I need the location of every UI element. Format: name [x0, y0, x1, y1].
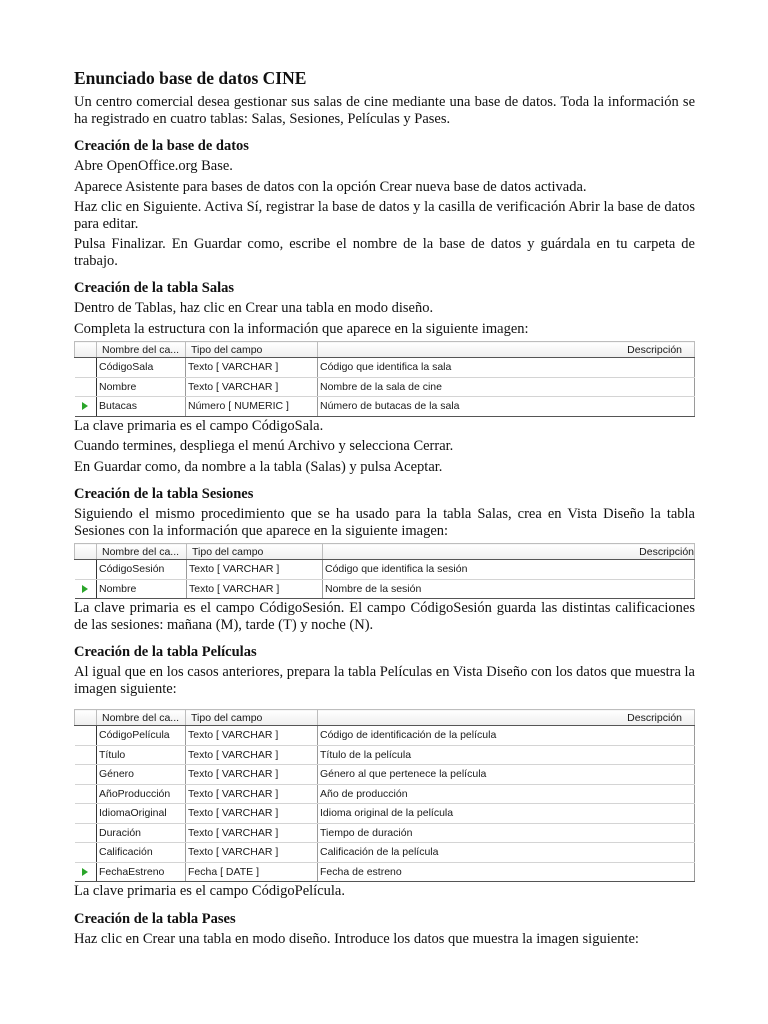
field-type[interactable]: Texto [ VARCHAR ] [186, 745, 318, 765]
field-type[interactable]: Número [ NUMERIC ] [186, 397, 318, 417]
section-heading: Creación de la tabla Pases [74, 910, 236, 927]
header-selector [75, 342, 97, 358]
field-name[interactable]: CódigoSala [97, 358, 186, 378]
field-name[interactable]: Calificación [97, 843, 186, 863]
row-selector[interactable] [75, 377, 97, 397]
field-name[interactable]: CódigoPelícula [97, 726, 186, 746]
header-field-name: Nombre del ca... [97, 342, 186, 358]
paragraph: La clave primaria es el campo CódigoSesión. El campo CódigoSesión guarda las distintas calificaciones de las sesiones: mañana (M), tarde (T) y noche (N). [74, 600, 695, 633]
row-selector[interactable] [75, 397, 97, 417]
row-selector[interactable] [75, 784, 97, 804]
field-description[interactable]: Título de la película [318, 745, 695, 765]
section-heading: Creación de la tabla Sesiones [74, 486, 254, 502]
table-row[interactable] [75, 579, 695, 599]
table-sesiones-design [74, 543, 695, 599]
row-selector[interactable] [75, 804, 97, 824]
document-page [74, 68, 695, 951]
header-selector [75, 710, 97, 726]
field-description[interactable]: Año de producción [318, 784, 695, 804]
current-row-arrow-icon [82, 402, 88, 410]
table-row[interactable] [75, 784, 695, 804]
section-heading: Creación de la tabla Películas [74, 644, 257, 660]
paragraph: Al igual que en los casos anteriores, prepara la tabla Películas en Vista Diseño con los datos que muestra la imagen siguiente: [74, 664, 695, 697]
field-type[interactable]: Texto [ VARCHAR ] [186, 377, 318, 397]
header-selector [75, 544, 97, 560]
row-selector[interactable] [75, 862, 97, 882]
paragraph: Dentro de Tablas, haz clic en Crear una tabla en modo diseño. [74, 300, 434, 316]
field-description[interactable]: Género al que pertenece la película [318, 765, 695, 785]
current-row-arrow-icon [82, 585, 88, 593]
section-salas [74, 279, 695, 475]
intro-paragraph: Un centro comercial desea gestionar sus salas de cine mediante una base de datos. Toda la información se ha registrado en cuatro tablas: Salas, Sesiones, Películas y Pases. [74, 94, 695, 127]
header-field-type: Tipo del campo [186, 342, 318, 358]
field-description[interactable]: Código que identifica la sesión [323, 560, 695, 580]
table-row[interactable] [75, 745, 695, 765]
table-peliculas-design [74, 709, 695, 882]
field-description[interactable]: Código de identificación de la película [318, 726, 695, 746]
row-selector[interactable] [75, 823, 97, 843]
header-description: Descripción [323, 544, 695, 560]
paragraph: Aparece Asistente para bases de datos con la opción Crear nueva base de datos activada. [74, 178, 587, 195]
header-field-name: Nombre del ca... [97, 544, 187, 560]
field-name[interactable]: Duración [97, 823, 186, 843]
document-title: Enunciado base de datos CINE [74, 68, 307, 88]
paragraph: Cuando termines, despliega el menú Archivo y selecciona Cerrar. [74, 438, 454, 454]
table-row[interactable] [75, 726, 695, 746]
field-description[interactable]: Nombre de la sala de cine [318, 377, 695, 397]
table-row[interactable] [75, 377, 695, 397]
field-description[interactable]: Nombre de la sesión [323, 579, 695, 599]
header-field-type: Tipo del campo [187, 544, 323, 560]
field-name[interactable]: Título [97, 745, 186, 765]
table-row[interactable] [75, 560, 695, 580]
table-row[interactable] [75, 804, 695, 824]
field-type[interactable]: Texto [ VARCHAR ] [186, 804, 318, 824]
field-description[interactable]: Calificación de la película [318, 843, 695, 863]
paragraph: En Guardar como, da nombre a la tabla (Salas) y pulsa Aceptar. [74, 458, 443, 475]
field-description[interactable]: Fecha de estreno [318, 862, 695, 882]
paragraph: La clave primaria es el campo CódigoSala. [74, 417, 324, 434]
paragraph: Haz clic en Crear una tabla en modo diseño. Introduce los datos que muestra la imagen siguiente: [74, 930, 639, 947]
row-selector[interactable] [75, 358, 97, 378]
header-field-name: Nombre del ca... [97, 710, 186, 726]
section-create-database [74, 137, 695, 269]
table-salas-design [74, 341, 695, 417]
header-field-type: Tipo del campo [186, 710, 318, 726]
section-sesiones [74, 485, 695, 633]
row-selector[interactable] [75, 745, 97, 765]
field-name[interactable]: Butacas [97, 397, 186, 417]
paragraph: Pulsa Finalizar. En Guardar como, escribe el nombre de la base de datos y guárdala en tu carpeta de trabajo. [74, 236, 695, 269]
field-description[interactable]: Código que identifica la sala [318, 358, 695, 378]
field-type[interactable]: Fecha [ DATE ] [186, 862, 318, 882]
row-selector[interactable] [75, 726, 97, 746]
table-row[interactable] [75, 397, 695, 417]
section-peliculas [74, 643, 695, 900]
section-pases [74, 910, 695, 948]
field-description[interactable]: Idioma original de la película [318, 804, 695, 824]
table-row[interactable] [75, 765, 695, 785]
field-name[interactable]: Nombre [97, 579, 187, 599]
field-name[interactable]: Género [97, 765, 186, 785]
field-type[interactable]: Texto [ VARCHAR ] [186, 823, 318, 843]
field-name[interactable]: IdiomaOriginal [97, 804, 186, 824]
field-name[interactable]: CódigoSesión [97, 560, 187, 580]
field-name[interactable]: AñoProducción [97, 784, 186, 804]
paragraph: Haz clic en Siguiente. Activa Sí, registrar la base de datos y la casilla de verificación Abrir la base de datos para editar. [74, 199, 695, 232]
field-type[interactable]: Texto [ VARCHAR ] [186, 358, 318, 378]
field-name[interactable]: Nombre [97, 377, 186, 397]
field-type[interactable]: Texto [ VARCHAR ] [186, 726, 318, 746]
field-type[interactable]: Texto [ VARCHAR ] [187, 560, 323, 580]
field-type[interactable]: Texto [ VARCHAR ] [186, 843, 318, 863]
header-description: Descripción [318, 342, 695, 358]
header-description: Descripción [318, 710, 695, 726]
current-row-arrow-icon [82, 868, 88, 876]
row-selector[interactable] [75, 765, 97, 785]
paragraph: Abre OpenOffice.org Base. [74, 158, 233, 174]
table-row[interactable] [75, 358, 695, 378]
paragraph: Completa la estructura con la información que aparece en la siguiente imagen: [74, 320, 529, 337]
field-type[interactable]: Texto [ VARCHAR ] [187, 579, 323, 599]
row-selector[interactable] [75, 560, 97, 580]
table-row[interactable] [75, 843, 695, 863]
row-selector[interactable] [75, 579, 97, 599]
section-heading: Creación de la tabla Salas [74, 280, 235, 296]
field-description[interactable]: Número de butacas de la sala [318, 397, 695, 417]
table-row[interactable] [75, 823, 695, 843]
field-type[interactable]: Texto [ VARCHAR ] [186, 765, 318, 785]
field-type[interactable]: Texto [ VARCHAR ] [186, 784, 318, 804]
row-selector[interactable] [75, 843, 97, 863]
section-heading: Creación de la base de datos [74, 138, 249, 154]
field-description[interactable]: Tiempo de duración [318, 823, 695, 843]
paragraph: La clave primaria es el campo CódigoPelícula. [74, 883, 345, 899]
table-row[interactable] [75, 862, 695, 882]
paragraph: Siguiendo el mismo procedimiento que se ha usado para la tabla Salas, crea en Vista Diseño la tabla Sesiones con la información que aparece en la siguiente imagen: [74, 506, 695, 539]
field-name[interactable]: FechaEstreno [97, 862, 186, 882]
